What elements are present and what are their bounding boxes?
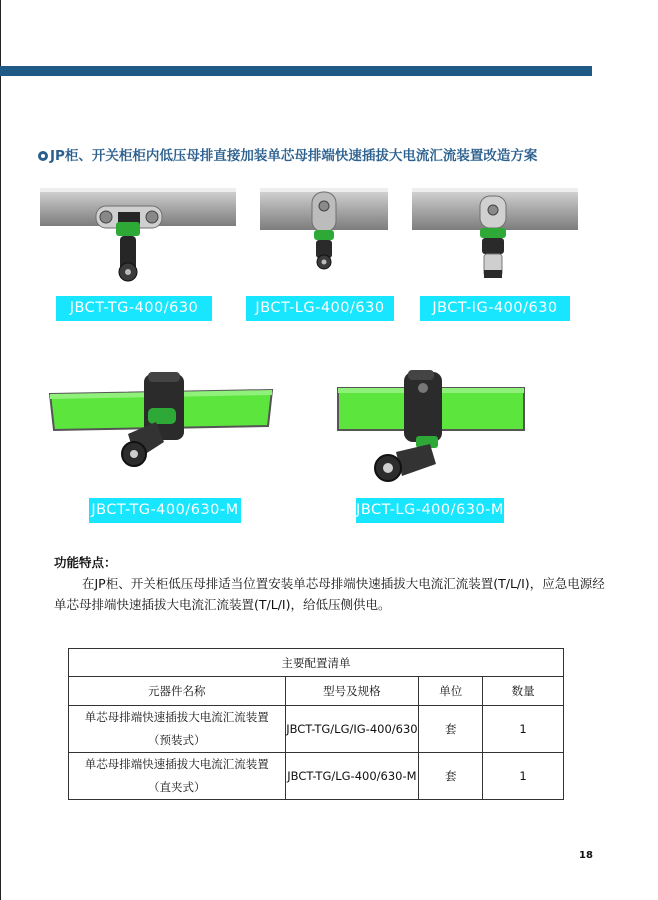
- row-name-line1: 单芯母排端快速插拔大电流汇流装置: [84, 757, 269, 771]
- product-photo-tg: [40, 186, 236, 286]
- table-row: [69, 706, 564, 753]
- page-border: [0, 0, 1, 900]
- section-headline: [38, 144, 638, 164]
- col-header-model: 型号及规格: [285, 677, 419, 706]
- product-photo-lg: [260, 186, 388, 286]
- table-caption: 主要配置清单: [69, 649, 564, 677]
- product-photo-lg-m: [332, 366, 528, 486]
- row-name: [69, 706, 286, 753]
- features-title: 功能特点：: [54, 555, 117, 570]
- row-unit: 套: [419, 753, 483, 800]
- col-header-qty: 数量: [483, 677, 564, 706]
- product-photo-tg-m: [44, 368, 278, 478]
- model-label-lg: JBCT-LG-400/630: [246, 296, 394, 321]
- row-model: JBCT-TG/LG/IG-400/630: [285, 706, 419, 753]
- product-photo-ig: [412, 186, 578, 286]
- model-label-ig: JBCT-IG-400/630: [420, 296, 570, 321]
- col-header-name: 元器件名称: [69, 677, 286, 706]
- row-model: JBCT-TG/LG-400/630-M: [285, 753, 419, 800]
- model-label-lg-m: JBCT-LG-400/630-M: [356, 498, 504, 523]
- row-name: [69, 753, 286, 800]
- row-name-line2: （预装式）: [148, 733, 206, 747]
- row-qty: 1: [483, 753, 564, 800]
- features-text: 在JP柜、开关柜低压母排适当位置安装单芯母排端快速插拔大电流汇流装置(T/L/I)，应急电源经单芯母排端快速插拔大电流汇流装置(T/L/I)，给低压侧供电。: [54, 576, 605, 612]
- model-label-tg-m: JBCT-TG-400/630-M: [89, 498, 241, 523]
- row-qty: 1: [483, 706, 564, 753]
- config-table: [68, 648, 564, 800]
- row-name-line2: （直夹式）: [148, 780, 206, 794]
- col-header-unit: 单位: [419, 677, 483, 706]
- row-unit: 套: [419, 706, 483, 753]
- table-row: [69, 753, 564, 800]
- page-number: 18: [579, 850, 593, 861]
- header-bar: [0, 66, 592, 76]
- bullet-icon: [38, 151, 48, 161]
- headline-text: JP柜、开关柜柜内低压母排直接加装单芯母排端快速插拔大电流汇流装置改造方案: [50, 148, 538, 164]
- model-label-tg: JBCT-TG-400/630: [56, 296, 212, 321]
- row-name-line1: 单芯母排端快速插拔大电流汇流装置: [84, 710, 269, 724]
